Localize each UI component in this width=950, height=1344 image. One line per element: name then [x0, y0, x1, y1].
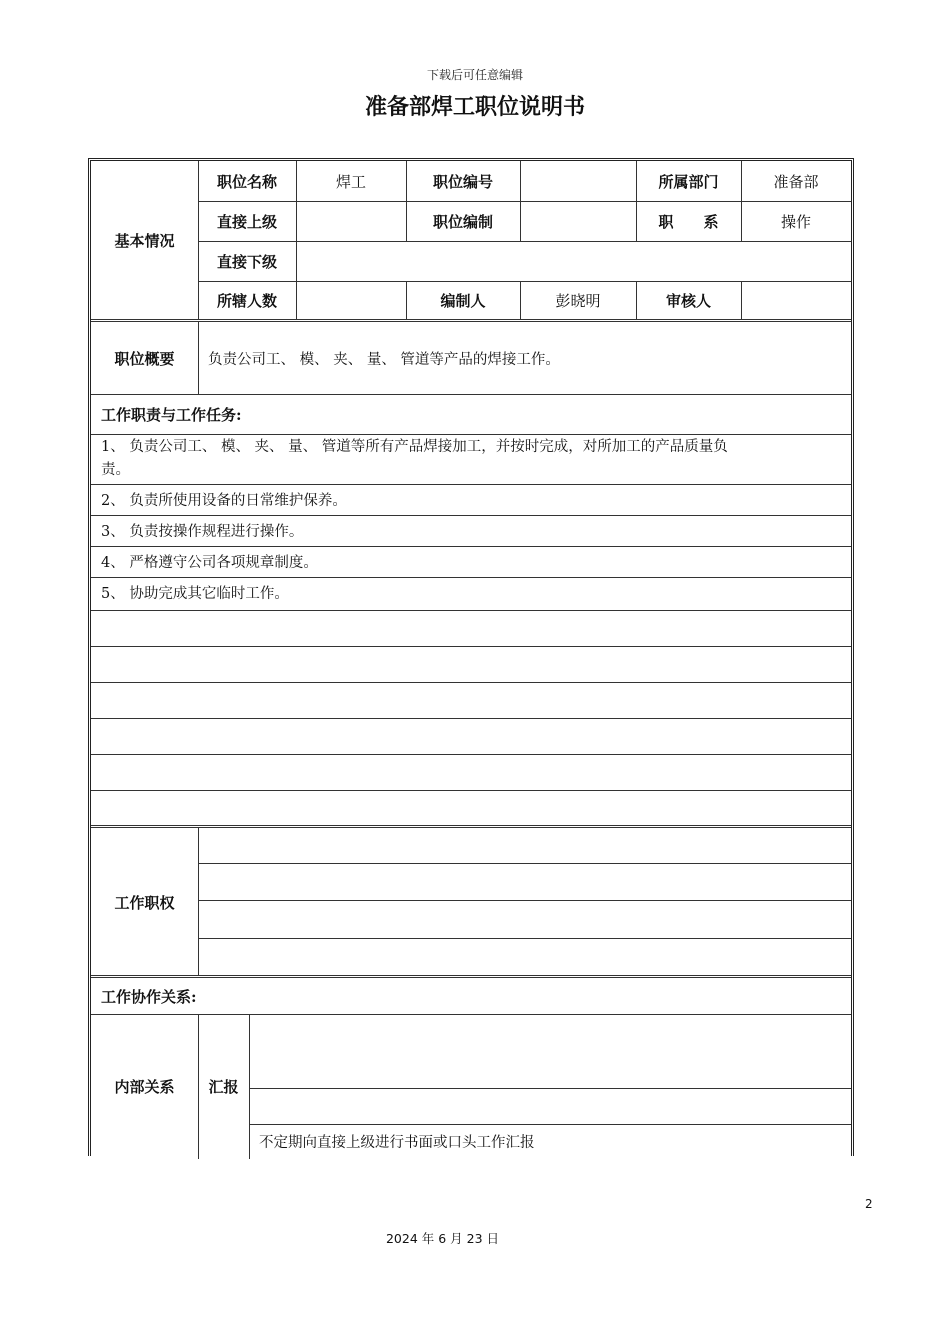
direct-subordinate-value — [296, 241, 851, 281]
reviewer-value — [741, 281, 851, 320]
direct-superior-label: 直接上级 — [216, 212, 277, 231]
department-label: 所属部门 — [658, 172, 719, 191]
footer-date: 2024 年 6 月 23 日 — [385, 1231, 500, 1246]
reviewer-label: 审核人 — [665, 292, 711, 310]
position-quota-label: 职位编制 — [432, 212, 493, 231]
duty-item-2: 2、 负责所使用设备的日常维护保养。 — [101, 493, 347, 509]
report-label: 汇报 — [208, 1078, 239, 1096]
duties-heading: 工作职责与工作任务: — [101, 405, 242, 424]
page-number: 2 — [865, 1197, 873, 1211]
position-code-label: 职位编号 — [432, 172, 493, 191]
position-code-value — [520, 161, 636, 201]
department-value: 准备部 — [773, 172, 819, 191]
job-series-value: 操作 — [780, 212, 811, 231]
page-title: 准备部焊工职位说明书 — [364, 95, 585, 120]
job-description-table — [88, 158, 854, 1156]
author-value: 彭晓明 — [555, 292, 601, 310]
duty-item-3: 3、 负责按操作规程进行操作。 — [101, 524, 304, 540]
direct-superior-value — [296, 201, 406, 241]
watermark-text: 下载后可任意编辑 — [426, 68, 523, 82]
managed-count-label: 所辖人数 — [216, 292, 277, 310]
collaboration-heading: 工作协作关系: — [101, 987, 197, 1006]
managed-count-value — [296, 281, 406, 320]
duty-item-4: 4、 严格遵守公司各项规章制度。 — [101, 555, 318, 571]
basic-info-label: 基本情况 — [114, 232, 175, 250]
duty-item-1: 1、 负责公司工、 模、 夹、 量、 管道等所有产品焊接加工，并按时完成，对所加工的产品质量负 — [101, 439, 728, 455]
author-label: 编制人 — [440, 292, 486, 310]
duty-item-5: 5、 协助完成其它临时工作。 — [101, 586, 289, 602]
report-text: 不定期向直接上级进行书面或口头工作汇报 — [259, 1134, 535, 1151]
position-name-value: 焊工 — [335, 172, 366, 191]
position-name-label: 职位名称 — [216, 172, 277, 191]
position-quota-value — [520, 201, 636, 241]
overview-text: 负责公司工、 模、 夹、 量、 管道等产品的焊接工作。 — [208, 351, 560, 368]
authority-label: 工作职权 — [114, 893, 175, 912]
internal-relations-label: 内部关系 — [114, 1078, 175, 1096]
duty-item-1-cont: 责。 — [101, 462, 130, 478]
overview-label: 职位概要 — [114, 349, 175, 368]
direct-subordinate-label: 直接下级 — [216, 252, 277, 271]
job-series-label: 职 系 — [658, 212, 719, 231]
